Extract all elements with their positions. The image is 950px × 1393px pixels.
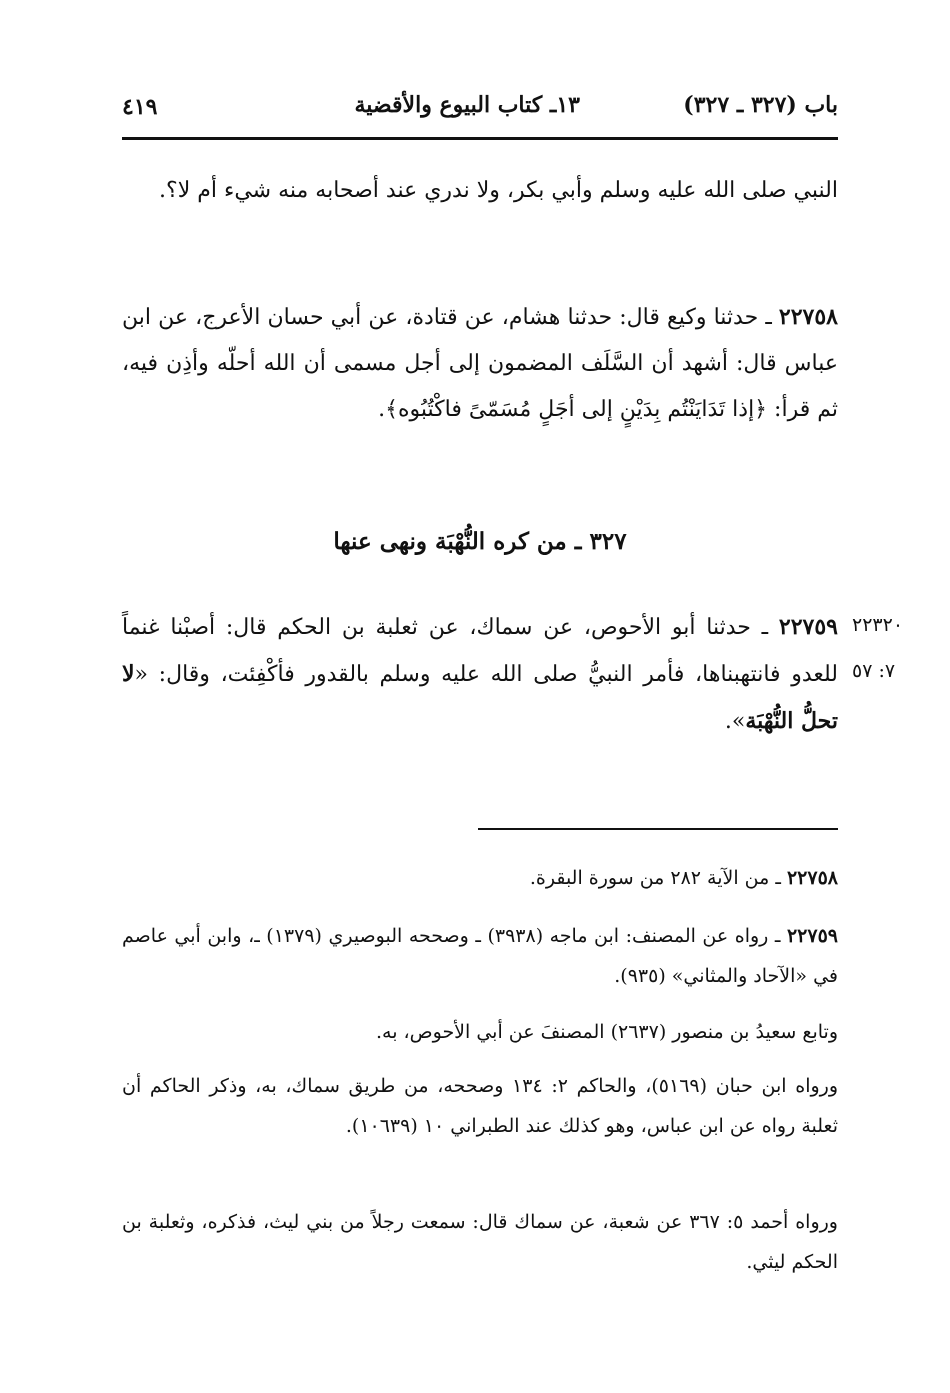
footnote-text: ـ من الآية ٢٨٢ من سورة البقرة.: [529, 867, 781, 889]
footnote: [122, 1012, 838, 1052]
hadith-number: ٢٢٧٥٨: [778, 304, 838, 330]
page-header: [122, 86, 838, 130]
continuation-paragraph: [122, 168, 838, 214]
footnote-divider: [478, 828, 838, 830]
footnote-number: ٢٢٧٥٨: [786, 867, 838, 889]
hadith-22759: [122, 604, 838, 745]
section-title: ٣٢٧ ـ من كره النُّهْبَة ونهى عنها: [333, 528, 627, 555]
continuation-text: النبي صلى الله عليه وسلم وأبي بكر، ولا ندري عند أصحابه منه شيء أم لا؟.: [159, 178, 838, 203]
page-number: ٤١٩: [122, 94, 158, 120]
hadith-22758: [122, 294, 838, 433]
chapter-range: باب (٣٢٧ ـ ٣٢٧): [683, 92, 838, 118]
footnote-number: ٢٢٧٥٩: [786, 925, 838, 947]
footnote: [122, 1066, 838, 1146]
header-divider: [122, 137, 838, 140]
footnote-text: ورواه أحمد ٥: ٣٦٧ عن شعبة، عن سماك قال: سمعت رجلاً من بني ليث، فذكره، وثعلبة بن الحكم ليثي.: [122, 1211, 838, 1273]
hadith-quote: لا تحلُّ النُّهْبَة: [122, 661, 838, 734]
margin-reference: ٧: ٥٧: [852, 660, 896, 682]
footnote: [122, 1202, 838, 1282]
footnote-text: ـ رواه عن المصنف: ابن ماجه (٣٩٣٨) ـ وصححه البوصيري (١٣٧٩) ـ، وابن أبي عاصم في «الآحاد والمثاني» (٩٣٥).: [122, 925, 838, 987]
margin-reference: ٢٢٣٢٠: [852, 614, 904, 636]
hadith-text-end: ».: [724, 709, 746, 734]
footnote: [122, 916, 838, 996]
footnote: [122, 858, 838, 898]
footnote-text: وتابع سعيدُ بن منصور (٢٦٣٧) المصنفَ عن أبي الأحوص، به.: [375, 1021, 838, 1043]
book-title: ١٣ـ كتاب البيوع والأقضية: [354, 92, 580, 118]
hadith-number: ٢٢٧٥٩: [778, 614, 838, 640]
hadith-text: ـ حدثنا وكيع قال: حدثنا هشام، عن قتادة، عن أبي حسان الأعرج، عن ابن عباس قال: أشهد أن السَّلَف المضمون إلى أجل مسمى أن الله أحلّه وأذِن فيه، ثم قرأ: ﴿إذا تَدَايَنْتُم بِدَيْنٍ إلى أجَلٍ مُسَمّىً فاكْتُبُوه﴾.: [122, 305, 838, 422]
hadith-text: ـ حدثنا أبو الأحوص، عن سماك، عن ثعلبة بن الحكم قال: أصبْنا غنماً للعدو فانتهبناها، فأمر النبيُّ صلى الله عليه وسلم بالقدور فأكْفِئت، وقال: «: [122, 615, 838, 687]
footnote-text: ورواه ابن حبان (٥١٦٩)، والحاكم ٢: ١٣٤ وصححه، من طريق سماك، به، وذكر الحاكم أن ثعلبة رواه عن ابن عباس، وهو كذلك عند الطبراني ١٠ (١٠٦٣٩).: [122, 1075, 838, 1137]
